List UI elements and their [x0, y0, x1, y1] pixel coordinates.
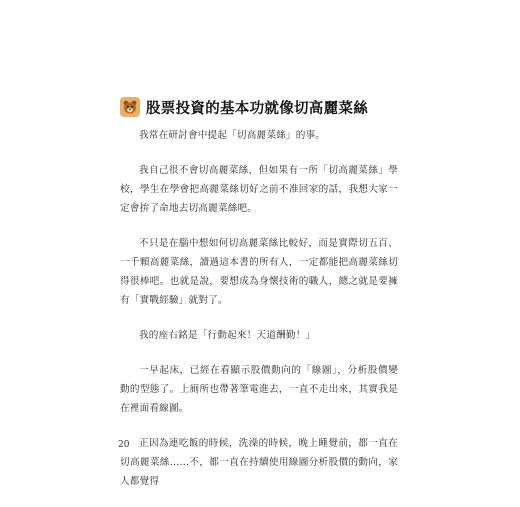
paragraph-4: 我的座右銘是「行動起來！天道酬勤！」 — [139, 330, 316, 341]
page-number: 20 — [118, 440, 130, 450]
paragraph-5: 一早起床，已經在看顯示股價動向的「線圖」，分析股價變動的型態了。上廁所也帶著筆電進去，一直不走出來，其實我是在裡面看線圖。 — [120, 365, 398, 414]
body-text — [120, 126, 398, 507]
paragraph-1: 我常在研討會中提起「切高麗菜絲」的事。 — [139, 130, 326, 141]
bear-icon — [120, 97, 140, 117]
paragraph-2: 我自己很不會切高麗菜絲，但如果有一所「切高麗菜絲」學校，學生在學會把高麗菜絲切好之前不准回家的話，我想大家一定會拚了命地去切高麗菜絲吧。 — [120, 165, 398, 214]
section-heading — [120, 95, 368, 119]
section-title: 股票投資的基本功就像切高麗菜絲 — [146, 100, 368, 117]
paragraph-6: 正因為連吃飯的時候，洗澡的時候，晚上睡覺前，都一直在切高麗菜絲……不，都一直在持續使用線圖分析股價的動向，家人都覺得 — [120, 438, 398, 487]
paragraph-3: 不只是在腦中想如何切高麗菜絲比較好，而是實際切五百、一千顆高麗菜絲，讀過這本書的所有人，一定都能把高麗菜絲切得很棒吧。也就是說，要想成為身懷技術的職人，總之就是要擁有「實戰經驗」就對了。 — [120, 238, 398, 306]
